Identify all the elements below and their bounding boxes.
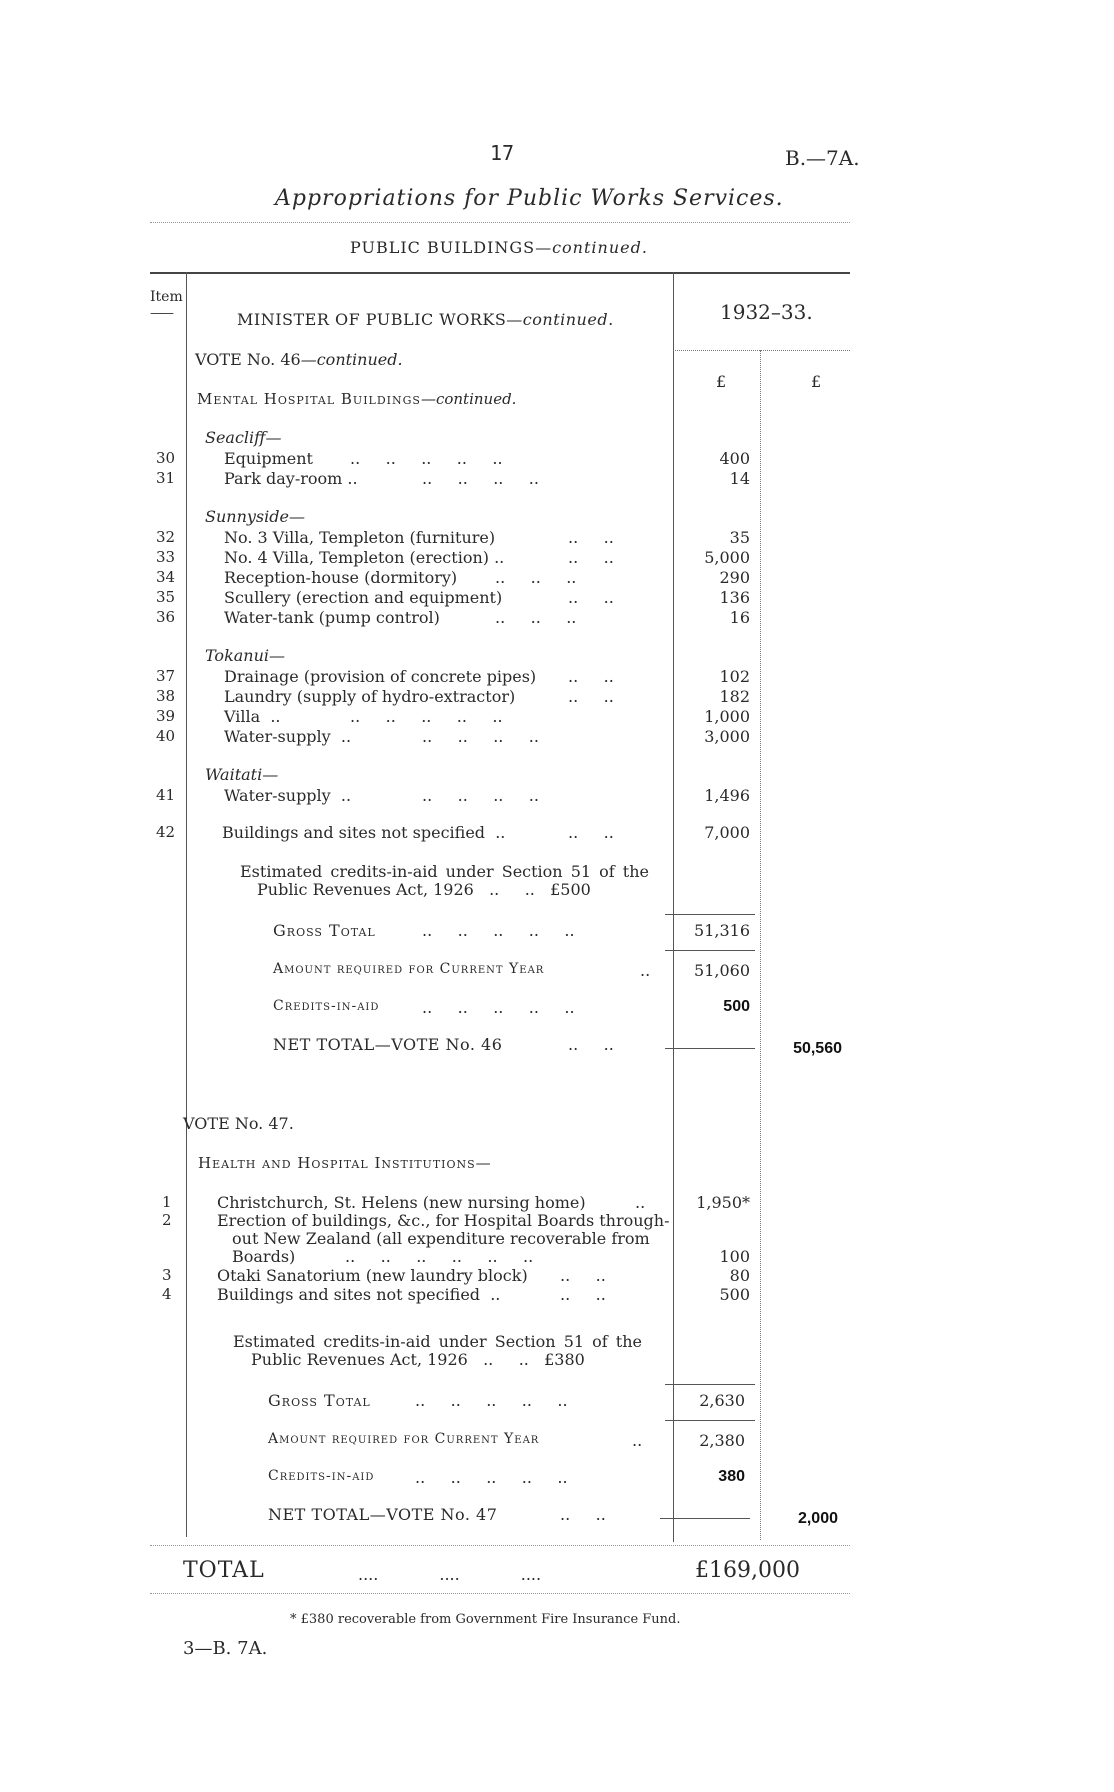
net-total-label: NET TOTAL—VOTE No. 46 — [273, 1035, 503, 1054]
item-number: 2 — [162, 1211, 172, 1229]
leader-dots: .. — [635, 1193, 646, 1212]
gross-total-label: Gross Total — [268, 1391, 371, 1410]
gross-total-amount: 51,316 — [694, 921, 750, 940]
amount-required-value: 51,060 — [694, 961, 750, 980]
item-amount: 3,000 — [704, 727, 750, 746]
credits-in-aid-note-cont: Public Revenues Act, 1926 .. .. £500 — [257, 880, 591, 899]
item-number: 42 — [156, 823, 176, 841]
leader-dots: .. .. .. .. — [422, 786, 539, 805]
vote-46-title: VOTE No. 46 — [195, 350, 301, 369]
leader-dots: .. .. — [568, 823, 614, 842]
item-description: Buildings and sites not specified .. — [217, 1285, 501, 1304]
net-total-label: NET TOTAL—VOTE No. 47 — [268, 1505, 498, 1524]
credits-in-aid-label: Credits-in-aid — [268, 1468, 375, 1484]
item-number: 35 — [156, 588, 176, 606]
year-header: 1932–33. — [720, 300, 813, 324]
net-total-amount: 2,000 — [797, 1510, 838, 1527]
grand-total-amount: £169,000 — [695, 1558, 800, 1583]
item-amount: 1,496 — [704, 786, 750, 805]
item-amount: 500 — [719, 1285, 750, 1304]
amount-required-rule — [665, 950, 755, 951]
item-amount: 1,950* — [696, 1193, 750, 1212]
leader-dots: .. .. — [560, 1266, 606, 1285]
item-number: 30 — [156, 449, 176, 467]
credits-in-aid-label: Credits-in-aid — [273, 998, 380, 1014]
item-description: Water-supply .. — [224, 727, 352, 746]
item-amount: 100 — [719, 1247, 750, 1266]
item-amount: 290 — [719, 568, 750, 587]
item-description: Scullery (erection and equipment) — [224, 588, 503, 607]
leader-dots: .. .. — [568, 667, 614, 686]
item-description: Drainage (provision of concrete pipes) — [224, 667, 537, 686]
item-amount: 5,000 — [704, 548, 750, 567]
net-total-amount: 50,560 — [793, 1040, 842, 1057]
item-description: Erection of buildings, &c., for Hospital Boards through- — [217, 1211, 670, 1230]
gross-total-rule — [665, 914, 755, 915]
group-heading-seacliff: Seacliff— — [205, 428, 282, 447]
leader-dots: .. .. .. .. .. — [415, 1468, 568, 1487]
item-amount: 102 — [719, 667, 750, 686]
page-number: 17 — [490, 141, 515, 165]
page-title: Appropriations for Public Works Services. — [275, 186, 784, 211]
item-amount: 400 — [719, 449, 750, 468]
ministry-name: MINISTER OF PUBLIC WORKS — [237, 310, 507, 329]
grand-total-label: TOTAL — [183, 1558, 265, 1583]
item-number: 37 — [156, 667, 176, 685]
item-description: Equipment — [224, 449, 313, 468]
credits-in-aid-note: Estimated credits-in-aid under Section 51 of the — [240, 862, 649, 881]
item-number: 40 — [156, 727, 176, 745]
gross-total-amount: 2,630 — [699, 1391, 745, 1410]
item-description: Park day-room .. — [224, 469, 358, 488]
vote-46-heading — [195, 350, 403, 369]
item-description: Otaki Sanatorium (new laundry block) — [217, 1266, 528, 1285]
item-number: 38 — [156, 687, 176, 705]
year-header-rule — [673, 350, 850, 351]
title-rule — [150, 222, 850, 223]
section-name: PUBLIC BUILDINGS — [350, 238, 536, 257]
credits-in-aid-value: 500 — [723, 998, 750, 1015]
item-number: 3 — [162, 1266, 172, 1284]
amount-column-rule-mid — [760, 350, 761, 1540]
mental-hospital-subheading — [197, 390, 516, 408]
group-heading-waitati: Waitati— — [205, 765, 279, 784]
leader-dots: .. .. — [568, 687, 614, 706]
ministry-heading — [237, 310, 614, 329]
item-description: No. 3 Villa, Templeton (furniture) — [224, 528, 496, 547]
credits-in-aid-note: Estimated credits-in-aid under Section 51 of the — [233, 1332, 642, 1351]
item-number: 36 — [156, 608, 176, 626]
amount-required-label: Amount required for Current Year — [268, 1431, 540, 1447]
leader-dots: .. .. .. .. — [422, 469, 539, 488]
item-number: 1 — [162, 1193, 172, 1211]
leader-dots: .. .. .. .. .. — [415, 1391, 568, 1410]
item-description: Laundry (supply of hydro-extractor) — [224, 687, 516, 706]
item-amount: 182 — [719, 687, 750, 706]
leader-dots: .. .. .. .. .. — [350, 449, 503, 468]
leader-dots: .. .. .. — [495, 568, 577, 587]
item-description-cont: Boards) — [232, 1247, 296, 1266]
vote-46-continued: —continued. — [300, 350, 403, 369]
vote-47-title: VOTE No. 47. — [183, 1114, 294, 1133]
item-number: 34 — [156, 568, 176, 586]
group-heading-tokanui: Tokanui— — [205, 646, 286, 665]
item-description: Water-tank (pump control) — [224, 608, 440, 627]
health-subheading: Health and Hospital Institutions— — [198, 1154, 492, 1172]
leader-dots: .. .. — [568, 588, 614, 607]
item-description: Reception-house (dormitory) — [224, 568, 458, 587]
leader-dots: .. .. .. .. .. — [422, 921, 575, 940]
item-amount: 1,000 — [704, 707, 750, 726]
leader-dots: .. .. .. .. .. — [350, 707, 503, 726]
amount-required-value: 2,380 — [699, 1431, 745, 1450]
item-number: 31 — [156, 469, 176, 487]
footer-reference: 3—B. 7A. — [183, 1638, 268, 1659]
leader-dots: .. .. .. .. .. .. — [345, 1247, 534, 1266]
item-description-cont: out New Zealand (all expenditure recoverable from — [232, 1229, 650, 1248]
amount-required-label: Amount required for Current Year — [273, 961, 545, 977]
leader-dots: .. — [632, 1431, 643, 1450]
item-amount: 7,000 — [704, 823, 750, 842]
leader-dots: .. .. — [560, 1285, 606, 1304]
item-number: 4 — [162, 1285, 172, 1303]
currency-symbol-1: £ — [716, 372, 727, 391]
item-description: Christchurch, St. Helens (new nursing home) — [217, 1193, 586, 1212]
item-description: No. 4 Villa, Templeton (erection) .. — [224, 548, 505, 567]
item-amount: 16 — [729, 608, 750, 627]
leader-dots: .. .. — [560, 1505, 606, 1524]
leader-dots: .. .. — [568, 1035, 614, 1054]
subheading-continued: —continued. — [420, 390, 517, 408]
item-description: Buildings and sites not specified .. — [222, 823, 506, 842]
table-top-rule — [150, 272, 850, 274]
section-heading — [350, 238, 648, 257]
item-amount: 80 — [729, 1266, 750, 1285]
currency-symbol-2: £ — [811, 372, 822, 391]
item-number: 41 — [156, 786, 176, 804]
amount-required-rule — [665, 1420, 755, 1421]
item-amount: 14 — [729, 469, 750, 488]
item-column-header: Item — [150, 289, 183, 305]
item-description: Villa .. — [224, 707, 281, 726]
leader-dots: .. .. .. .. .. — [422, 998, 575, 1017]
item-description: Water-supply .. — [224, 786, 352, 805]
footnote: * £380 recoverable from Government Fire Insurance Fund. — [290, 1612, 681, 1627]
gross-total-label: Gross Total — [273, 921, 376, 940]
item-amount: 35 — [729, 528, 750, 547]
leader-dots: .... .... .... — [358, 1565, 542, 1584]
leader-dots: .. .. — [568, 528, 614, 547]
net-total-rule — [665, 1048, 755, 1049]
item-amount: 136 — [719, 588, 750, 607]
subheading-name: Mental Hospital Buildings — [197, 390, 421, 408]
leader-dots: .. .. .. .. — [422, 727, 539, 746]
credits-in-aid-value: 380 — [718, 1468, 745, 1485]
grand-total-bottom-rule — [150, 1593, 850, 1594]
item-column-rule — [186, 272, 187, 1537]
gross-total-rule — [665, 1384, 755, 1385]
credits-in-aid-note-cont: Public Revenues Act, 1926 .. .. £380 — [251, 1350, 585, 1369]
grand-total-top-rule — [150, 1545, 850, 1546]
item-column-dash: —— — [150, 306, 172, 321]
leader-dots: .. .. .. — [495, 608, 577, 627]
section-continued: —continued. — [535, 238, 648, 257]
leader-dots: .. — [640, 961, 651, 980]
net-total-rule — [660, 1518, 750, 1519]
item-number: 33 — [156, 548, 176, 566]
ministry-continued: —continued. — [506, 310, 614, 329]
document-reference: B.—7A. — [785, 146, 860, 170]
leader-dots: .. .. — [568, 548, 614, 567]
item-number: 32 — [156, 528, 176, 546]
group-heading-sunnyside: Sunnyside— — [205, 507, 305, 526]
item-number: 39 — [156, 707, 176, 725]
